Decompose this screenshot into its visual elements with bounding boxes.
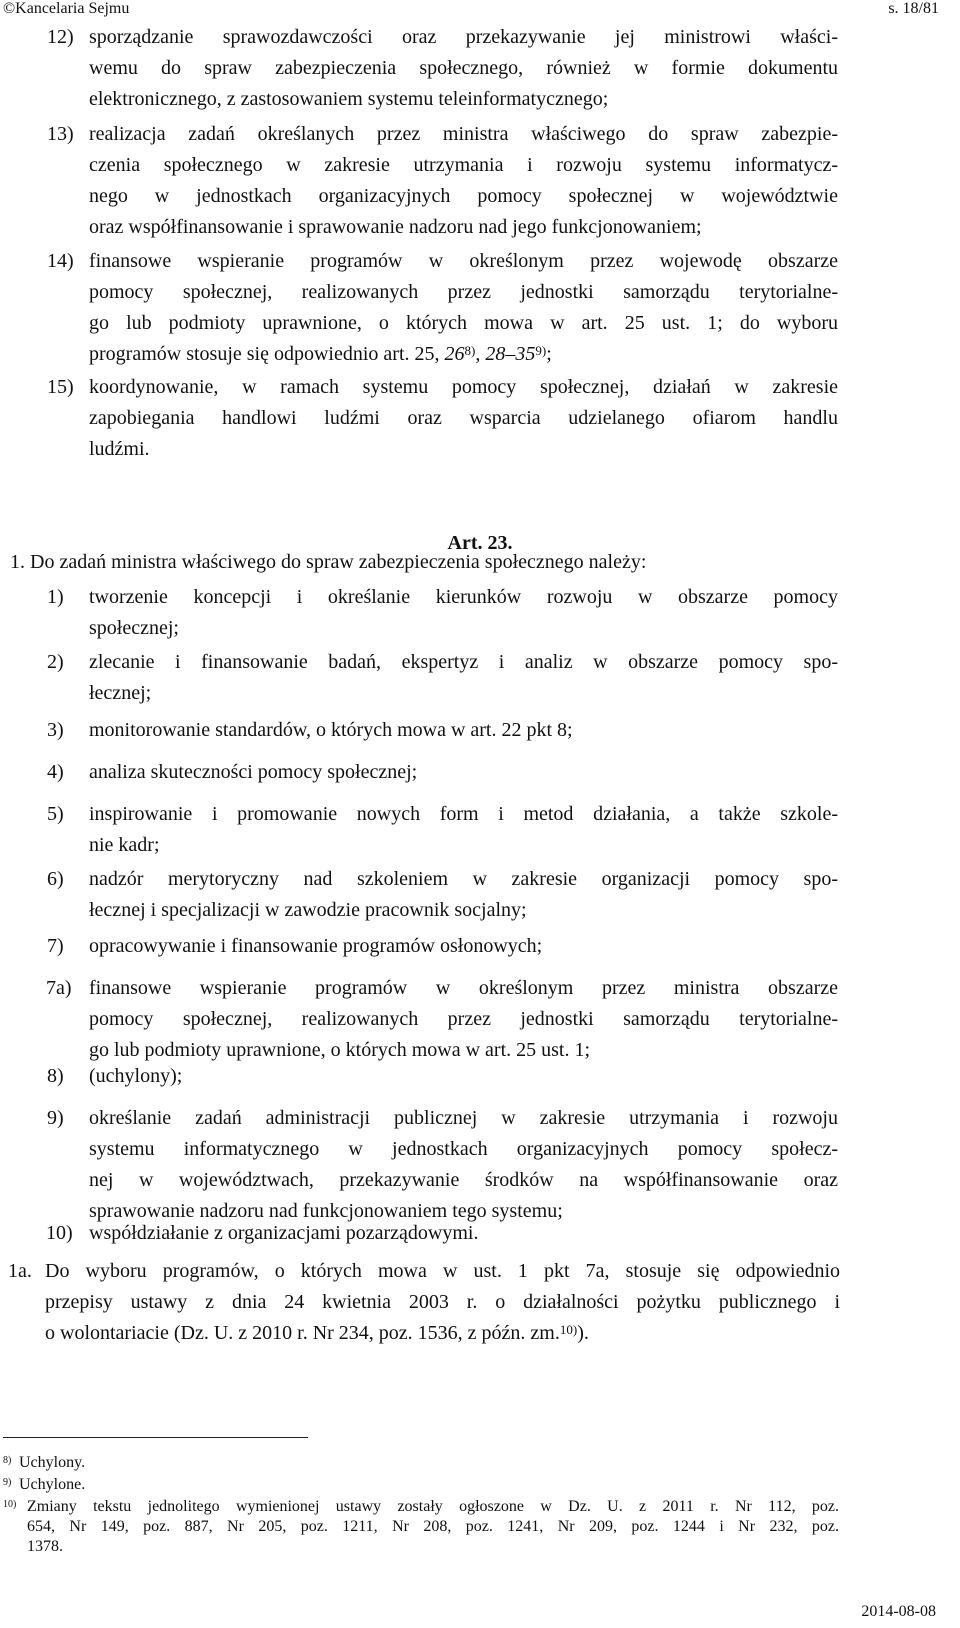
paragraph-number: 1a. xyxy=(8,1260,32,1282)
footnote-mark: 9) xyxy=(3,1477,12,1488)
text-line: go lub podmioty uprawnione, o których mowa w art. 25 ust. 1; do wyboru xyxy=(89,312,838,334)
footnote-mark: 8) xyxy=(3,1455,12,1466)
text-line: Do wyboru programów, o których mowa w ust. 1 pkt 7a, stosuje się odpowiednio xyxy=(45,1260,840,1282)
item-text xyxy=(89,715,838,746)
text-line: przepisy ustawy z dnia 24 kwietnia 2003 r. o działalności pożytku publicznego i xyxy=(45,1291,840,1313)
item-number: 5) xyxy=(47,803,64,825)
item-text xyxy=(89,1218,838,1249)
text-line: zapobiegania handlowi ludźmi oraz wsparcia udzielanego ofiarom handlu xyxy=(89,407,838,429)
text-line: koordynowanie, w ramach systemu pomocy społecznej, działań w zakresie xyxy=(89,376,838,398)
item-text xyxy=(89,864,838,926)
text-line: go lub podmioty uprawnione, o których mowa w art. 25 ust. 1; xyxy=(89,1039,591,1061)
text-line: tworzenie koncepcji i określanie kierunków rozwoju w obszarze pomocy xyxy=(89,586,838,608)
text-line: określanie zadań administracji publicznej w zakresie utrzymania i rozwoju xyxy=(89,1107,838,1129)
list-item xyxy=(47,372,838,465)
item-text xyxy=(89,246,838,370)
list-item xyxy=(47,757,838,788)
list-item xyxy=(47,799,838,861)
list-item xyxy=(47,1061,838,1092)
item-text xyxy=(89,799,838,861)
item-text xyxy=(89,119,838,243)
list-item xyxy=(47,246,838,370)
item-number: 12) xyxy=(47,26,74,48)
list-item xyxy=(47,864,838,926)
footnote-ref: 9) xyxy=(535,343,547,358)
text-line: pomocy społecznej, realizowanych przez jednostki samorządu terytorialne- xyxy=(89,1008,838,1030)
item-number: 2) xyxy=(47,651,64,673)
text-line: zlecanie i finansowanie badań, ekspertyz i analiz w obszarze pomocy spo- xyxy=(89,651,838,673)
text-line: opracowywanie i finansowanie programów osłonowych; xyxy=(89,935,543,957)
list-item xyxy=(47,582,838,644)
text-line: ludźmi. xyxy=(89,438,150,460)
footnote-mark: 10) xyxy=(3,1499,17,1510)
paragraph-number: 1. xyxy=(10,551,30,573)
paragraph-text xyxy=(45,1256,840,1349)
item-text xyxy=(89,582,838,644)
item-number: 4) xyxy=(47,761,64,783)
list-item xyxy=(47,1103,838,1227)
footnote-separator xyxy=(3,1437,308,1438)
item-number: 15) xyxy=(47,376,74,398)
list-item xyxy=(47,119,838,243)
list-item xyxy=(47,715,838,746)
text-line: 654, Nr 149, poz. 887, Nr 205, poz. 1211, Nr 208, poz. 1241, Nr 209, poz. 1244 i Nr 232, poz. xyxy=(27,1518,839,1535)
item-number: 8) xyxy=(47,1065,64,1087)
text-line: społecznej; xyxy=(89,617,179,639)
text-line: oraz współfinansowanie i sprawowanie nadzoru nad jego funkcjonowaniem; xyxy=(89,216,702,238)
item-text xyxy=(89,1103,838,1227)
text-line: finansowe wspieranie programów w określonym przez ministra obszarze xyxy=(89,977,838,999)
item-number: 7a) xyxy=(46,977,72,999)
list-item xyxy=(47,973,838,1066)
text-line: wemu do spraw zabezpieczenia społecznego, również w formie dokumentu xyxy=(89,57,838,79)
text-line: analiza skuteczności pomocy społecznej; xyxy=(89,761,418,783)
header-source: ©Kancelaria Sejmu xyxy=(3,0,130,17)
text-line: finansowe wspieranie programów w określonym przez wojewodę obszarze xyxy=(89,250,838,272)
text-line: (uchylony); xyxy=(89,1065,183,1087)
item-number: 13) xyxy=(47,123,74,145)
text-line: 1378. xyxy=(27,1538,63,1555)
footnote xyxy=(3,1453,839,1473)
item-number: 3) xyxy=(47,719,64,741)
footnote xyxy=(3,1497,839,1557)
item-number: 6) xyxy=(47,868,64,890)
footer-date: 2014-08-08 xyxy=(861,1603,936,1620)
paragraph-text: Do zadań ministra właściwego do spraw zabezpieczenia społecznego należy: xyxy=(30,551,647,573)
text-line: systemu informatycznego w jednostkach organizacyjnych pomocy społecz- xyxy=(89,1138,838,1160)
header-page-number: s. 18/81 xyxy=(888,0,939,17)
item-number: 1) xyxy=(47,586,64,608)
footnote-ref: 8) xyxy=(464,343,476,358)
text-line: monitorowanie standardów, o których mowa w art. 22 pkt 8; xyxy=(89,719,573,741)
item-text xyxy=(89,372,838,465)
footnote xyxy=(3,1475,839,1495)
text-line: nej w województwach, przekazywanie środków na współfinansowanie oraz xyxy=(89,1169,838,1191)
text-line: pomocy społecznej, realizowanych przez jednostki samorządu terytorialne- xyxy=(89,281,838,303)
list-item xyxy=(47,647,838,709)
item-text xyxy=(89,22,838,115)
text-line: współdziałanie z organizacjami pozarządowymi. xyxy=(89,1222,479,1244)
list-item xyxy=(47,931,838,962)
footnote-ref: 10) xyxy=(559,1322,578,1337)
item-number: 10) xyxy=(46,1222,73,1244)
article-ref: 28–35 xyxy=(485,343,536,365)
item-text xyxy=(89,647,838,709)
item-number: 14) xyxy=(47,250,74,272)
paragraph-1a xyxy=(8,1256,840,1349)
text-line: o wolontariacie (Dz. U. z 2010 r. Nr 234, poz. 1536, z późn. zm.$^{10)}$). xyxy=(45,1322,589,1344)
text-line: Zmiany tekstu jednolitego wymienionej ustawy zostały ogłoszone w Dz. U. z 2011 r. Nr 112, poz. xyxy=(27,1498,839,1515)
text-line: sporządzanie sprawozdawczości oraz przekazywanie jej ministrowi właści- xyxy=(89,26,838,48)
text-line: programów stosuje się odpowiednio art. 25, 26$^{8)}$, 28–35$^{9)}$; xyxy=(89,343,552,365)
text-line: nadzór merytoryczny nad szkoleniem w zakresie organizacji pomocy spo- xyxy=(89,868,838,890)
list-item xyxy=(47,22,838,115)
footnote-text: Uchylone. xyxy=(19,1476,86,1493)
text-line: czenia społecznego w zakresie utrzymania i rozwoju systemu informatycz- xyxy=(89,154,838,176)
list-item xyxy=(47,1218,838,1249)
article-title: Art. 23. xyxy=(447,532,513,554)
item-number: 7) xyxy=(47,935,64,957)
item-text xyxy=(89,973,838,1066)
item-text xyxy=(89,931,838,962)
text-line: elektronicznego, z zastosowaniem systemu teleinformatycznego; xyxy=(89,88,609,110)
item-text xyxy=(89,757,838,788)
article-ref: 26 xyxy=(444,343,465,365)
text-line: nie kadr; xyxy=(89,834,160,856)
text-line: łecznej; xyxy=(89,682,152,704)
item-text xyxy=(89,1061,838,1092)
text-line: sprawowanie nadzoru nad funkcjonowaniem tego systemu; xyxy=(89,1200,563,1222)
footnote-text xyxy=(27,1497,839,1557)
footnote-text: Uchylony. xyxy=(19,1454,86,1471)
item-number: 9) xyxy=(47,1107,64,1129)
text-line: realizacja zadań określanych przez ministra właściwego do spraw zabezpie- xyxy=(89,123,838,145)
text-line: nego w jednostkach organizacyjnych pomocy społecznej w województwie xyxy=(89,185,838,207)
text-line: łecznej i specjalizacji w zawodzie pracownik socjalny; xyxy=(89,899,527,921)
text-line: inspirowanie i promowanie nowych form i metod działania, a także szkole- xyxy=(89,803,838,825)
